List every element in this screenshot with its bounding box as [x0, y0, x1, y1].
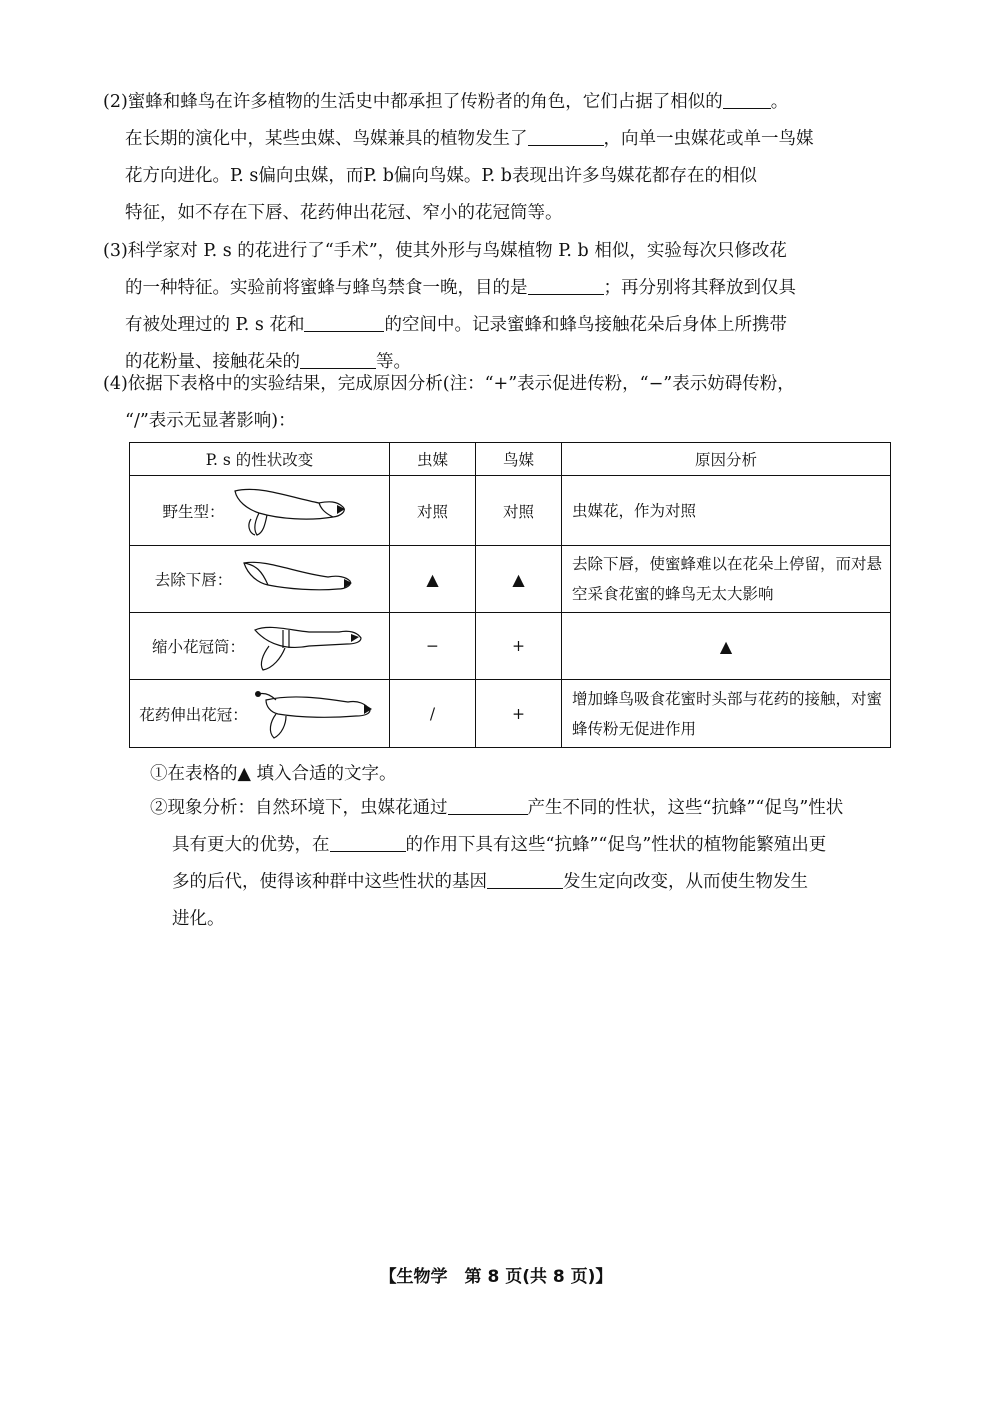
q3-line-4: 的花粉量、接触花朵的 等。: [103, 344, 893, 381]
page-footer: 【生物学 第 8 页(共 8 页)】: [379, 1267, 613, 1287]
reason-analysis: ▲: [562, 613, 891, 680]
table-row: [130, 546, 891, 613]
insect-result: 对照: [390, 476, 476, 546]
table-header-row: [130, 443, 891, 476]
trait-label: 花药伸出花冠：: [139, 705, 248, 724]
q2-line-2: 在长期的演化中，某些虫媒、鸟媒兼具的植物发生了 ，向单一虫媒花或单一鸟媒: [103, 121, 893, 158]
question-3: [103, 233, 893, 381]
answer-blank[interactable]: [487, 868, 563, 889]
bird-result: ▲: [476, 546, 562, 613]
answer-blank[interactable]: [448, 794, 528, 815]
trait-label: 野生型：: [162, 502, 225, 521]
question-2: [103, 84, 893, 232]
answer-blank[interactable]: [528, 125, 604, 146]
q2-line-3: 花方向进化。P. s偏向虫媒，而P. b偏向鸟媒。P. b表现出许多鸟媒花都存在的相似: [125, 166, 757, 186]
q4-line-2: “/”表示无显著影响)：: [125, 411, 296, 431]
bird-result: +: [476, 680, 562, 748]
answer-blank[interactable]: [330, 831, 406, 852]
wild-type-flower-image: [229, 483, 357, 539]
q2-line-4: 特征，如不存在下唇、花药伸出花冠、窄小的花冠筒等。: [125, 203, 563, 223]
bird-result: +: [476, 613, 562, 680]
answer-blank[interactable]: [304, 311, 384, 332]
bird-result: 对照: [476, 476, 562, 546]
q3-line-1: (3)科学家对 P. s 的花进行了“手术”，使其外形与鸟媒植物 P. b 相似，实验每次只修改花: [103, 241, 787, 261]
q2-line-1: (2)蜜蜂和蜂鸟在许多植物的生活史中都承担了传粉者的角色，它们占据了相似的 。: [103, 84, 893, 121]
q4-line-1: (4)依据下表格中的实验结果，完成原因分析(注：“+”表示促进传粉，“−”表示妨碍传粉，: [103, 374, 795, 394]
sub-question-2: ②现象分析：自然环境下，虫媒花通过 产生不同的性状，这些“抗蜂”“促鸟”性状 具有更大的优势，在 的作用下具有这些“抗蜂”“促鸟”性状的植物能繁殖出更 多的后代，使得该种群中这些性状的基因 发生定向改变，从而使生物发生 进化。: [150, 790, 895, 938]
answer-blank[interactable]: [723, 88, 771, 109]
table-row: [130, 680, 891, 748]
insect-result: −: [390, 613, 476, 680]
reason-analysis: 虫媒花，作为对照: [562, 476, 891, 546]
lower-lip-removed-flower-image: [236, 551, 364, 607]
sub-question-1: ①在表格的▲ 填入合适的文字。: [150, 764, 397, 784]
insect-result: /: [390, 680, 476, 748]
q3-line-2: 的一种特征。实验前将蜜蜂与蜂鸟禁食一晚，目的是 ；再分别将其释放到仅具: [103, 270, 893, 307]
exserted-anther-flower-image: [252, 686, 380, 742]
header-insect: 虫媒: [390, 443, 476, 476]
reason-analysis: 去除下唇，使蜜蜂难以在花朵上停留，而对悬空采食花蜜的蜂鸟无太大影响: [562, 546, 891, 613]
header-bird: 鸟媒: [476, 443, 562, 476]
q3-line-3: 有被处理过的 P. s 花和 的空间中。记录蜜蜂和蜂鸟接触花朵后身体上所携带: [103, 307, 893, 344]
header-trait: P. s 的性状改变: [130, 443, 390, 476]
table-row: [130, 476, 891, 546]
trait-label: 缩小花冠筒：: [151, 638, 245, 656]
answer-blank[interactable]: [528, 274, 604, 295]
trait-label: 去除下唇：: [154, 571, 233, 589]
insect-result: ▲: [390, 546, 476, 613]
reason-analysis: 增加蜂鸟吸食花蜜时头部与花药的接触，对蜜蜂传粉无促进作用: [562, 680, 891, 748]
experiment-table: [129, 442, 891, 748]
narrowed-tube-flower-image: [249, 618, 367, 674]
header-reason: 原因分析: [562, 443, 891, 476]
table-row: [130, 613, 891, 680]
question-4: [103, 366, 893, 440]
